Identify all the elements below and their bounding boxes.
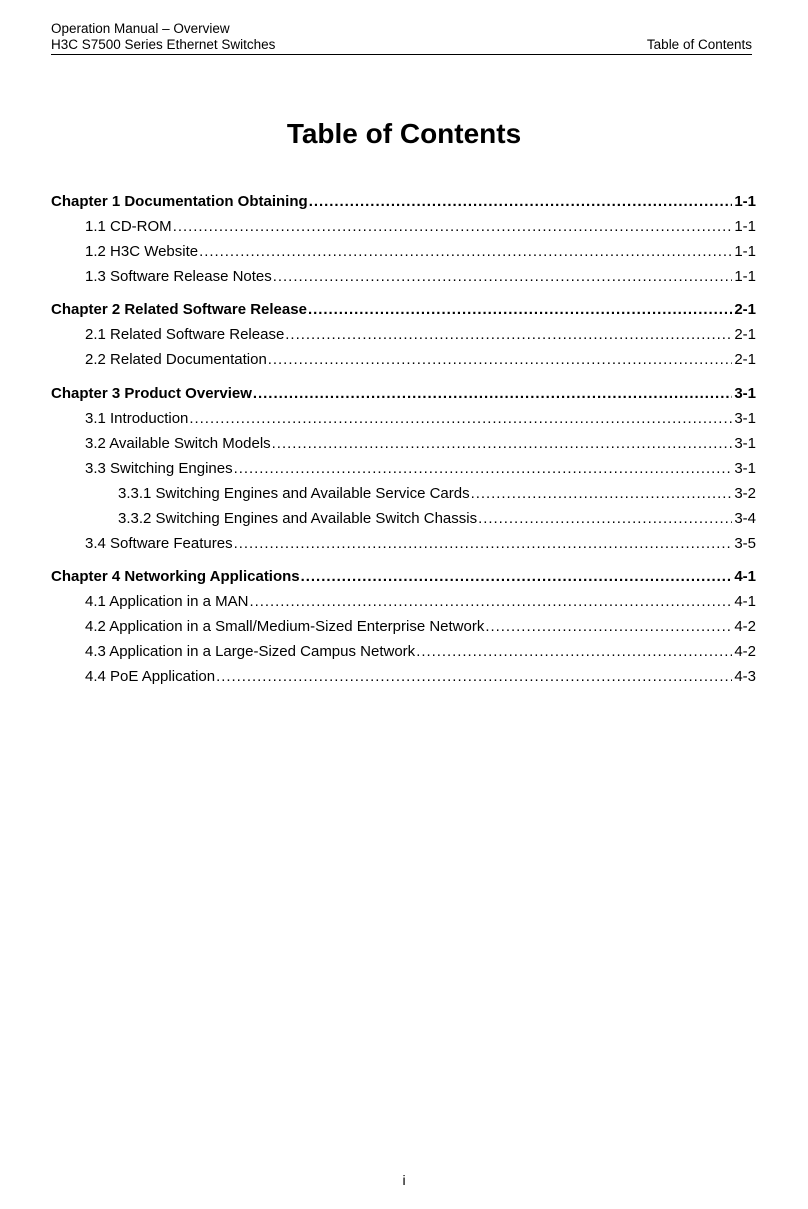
toc-leader-dots — [173, 217, 733, 237]
toc-entry-3-3-1[interactable] — [118, 484, 756, 504]
toc-entry-label: Chapter 2 Related Software Release — [51, 301, 307, 318]
toc-leader-dots — [309, 192, 733, 212]
toc-entry-label: 2.1 Related Software Release — [85, 326, 285, 343]
toc-entry-page: 4-1 — [734, 568, 756, 585]
toc-leader-dots — [216, 667, 732, 687]
toc-leader-dots — [416, 642, 732, 662]
toc-entry-label: 3.3 Switching Engines — [85, 460, 233, 477]
toc-leader-dots — [272, 434, 733, 454]
toc-entry-page: 2-1 — [734, 301, 756, 318]
toc-entry-page: 4-3 — [734, 668, 756, 685]
toc-leader-dots — [199, 242, 732, 262]
toc-leader-dots — [189, 409, 732, 429]
toc-entry-3-4[interactable] — [85, 534, 756, 554]
toc-leader-dots — [478, 509, 732, 529]
toc-entry-4-3[interactable] — [85, 642, 756, 662]
page-number: i — [402, 1172, 406, 1188]
toc-entry-chapter-4[interactable] — [51, 567, 756, 587]
toc-leader-dots — [234, 459, 733, 479]
toc-entry-label: 3.3.1 Switching Engines and Available Service Cards — [118, 485, 470, 502]
toc-entry-4-2[interactable] — [85, 617, 756, 637]
toc-entry-3-3[interactable] — [85, 459, 756, 479]
toc-entry-3-3-2[interactable] — [118, 509, 756, 529]
toc-entry-page: 4-2 — [734, 643, 756, 660]
toc-entry-label: 3.4 Software Features — [85, 535, 233, 552]
toc-entry-label: Chapter 1 Documentation Obtaining — [51, 193, 308, 210]
toc-leader-dots — [485, 617, 732, 637]
toc-entry-2-1[interactable] — [85, 325, 756, 345]
toc-entry-1-1[interactable] — [85, 217, 756, 237]
toc-entry-label: 3.1 Introduction — [85, 410, 189, 427]
toc-entry-page: 4-1 — [734, 593, 756, 610]
header-manual-title: Operation Manual – Overview — [51, 21, 230, 36]
toc-leader-dots — [268, 350, 733, 370]
toc-entry-chapter-3[interactable] — [51, 384, 756, 404]
toc-leader-dots — [471, 484, 733, 504]
toc-entry-3-1[interactable] — [85, 409, 756, 429]
toc-entry-4-1[interactable] — [85, 592, 756, 612]
toc-entry-label: 4.2 Application in a Small/Medium-Sized Enterprise Network — [85, 618, 485, 635]
toc-entry-page: 3-5 — [734, 535, 756, 552]
toc-entry-label: Chapter 4 Networking Applications — [51, 568, 300, 585]
toc-entry-label: Chapter 3 Product Overview — [51, 385, 252, 402]
toc-entry-label: 4.4 PoE Application — [85, 668, 216, 685]
toc-entry-page: 2-1 — [734, 326, 756, 343]
toc-entry-page: 1-1 — [734, 193, 756, 210]
toc-entry-label: 3.2 Available Switch Models — [85, 435, 271, 452]
toc-entry-label: 1.1 CD-ROM — [85, 218, 172, 235]
page-title: Table of Contents — [286, 118, 522, 149]
toc-entry-page: 3-1 — [734, 435, 756, 452]
toc-leader-dots — [273, 267, 733, 287]
toc-entry-label: 1.3 Software Release Notes — [85, 268, 272, 285]
toc-entry-1-3[interactable] — [85, 267, 756, 287]
toc-entry-chapter-1[interactable] — [51, 192, 756, 212]
toc-entry-page: 3-2 — [734, 485, 756, 502]
toc-leader-dots — [249, 592, 732, 612]
toc-entry-page: 3-1 — [734, 410, 756, 427]
toc-entry-4-4[interactable] — [85, 667, 756, 687]
toc-entry-1-2[interactable] — [85, 242, 756, 262]
toc-entry-page: 1-1 — [734, 268, 756, 285]
toc-entry-page: 2-1 — [734, 351, 756, 368]
toc-entry-page: 3-1 — [734, 460, 756, 477]
toc-entry-page: 4-2 — [734, 618, 756, 635]
toc-leader-dots — [234, 534, 733, 554]
toc-entry-page: 3-1 — [734, 385, 756, 402]
toc-entry-label: 2.2 Related Documentation — [85, 351, 267, 368]
toc-entry-chapter-2[interactable] — [51, 300, 756, 320]
toc-entry-page: 3-4 — [734, 510, 756, 527]
toc-leader-dots — [253, 384, 732, 404]
toc-leader-dots — [308, 300, 732, 320]
toc-entry-2-2[interactable] — [85, 350, 756, 370]
toc-entry-label: 3.3.2 Switching Engines and Available Switch Chassis — [118, 510, 478, 527]
page-header — [51, 19, 752, 55]
toc-leader-dots — [285, 325, 732, 345]
toc-entry-page: 1-1 — [734, 218, 756, 235]
header-section-name: Table of Contents — [646, 37, 752, 52]
header-product-name: H3C S7500 Series Ethernet Switches — [51, 37, 276, 52]
toc-entry-3-2[interactable] — [85, 434, 756, 454]
toc-entry-label: 1.2 H3C Website — [85, 243, 199, 260]
toc-entry-label: 4.1 Application in a MAN — [85, 593, 249, 610]
toc-entry-label: 4.3 Application in a Large-Sized Campus Network — [85, 643, 416, 660]
toc-leader-dots — [301, 567, 733, 587]
toc-entry-page: 1-1 — [734, 243, 756, 260]
